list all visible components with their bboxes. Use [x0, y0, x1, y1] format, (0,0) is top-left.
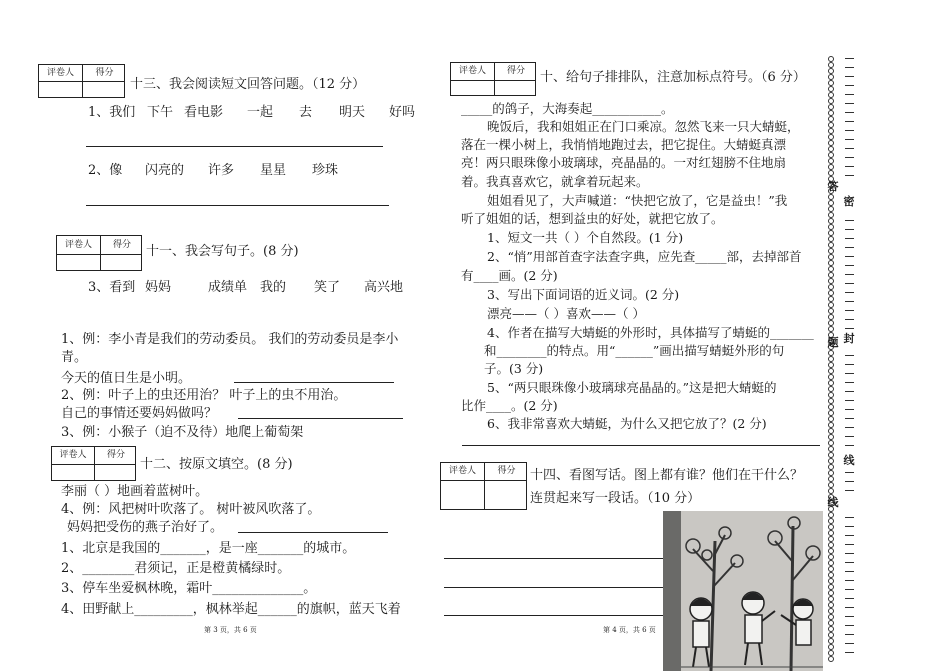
word-order-q3-w6: 高兴地 — [364, 280, 404, 295]
score-label: 得分 — [506, 66, 525, 76]
score-box-10 — [450, 62, 536, 96]
binding-dash — [845, 643, 854, 644]
binding-dash — [845, 535, 854, 536]
reorder-line: _____的鸽子，大海奏起___________。 — [461, 101, 674, 116]
score-box-13 — [38, 64, 125, 98]
fill-3: 3、停车坐爱枫林晚，霜叶______________。 — [61, 581, 317, 596]
question-2-b: 有____画。(2 分) — [461, 268, 558, 283]
binding-ring — [828, 656, 834, 662]
binding-dash — [845, 553, 854, 554]
score-label: 得分 — [95, 68, 114, 78]
grader-label: 评卷人 — [448, 466, 476, 476]
word-order-q3-w2: 妈妈 — [145, 280, 172, 295]
word-order-q2-w4: 星星 — [260, 163, 287, 178]
example-b: 4、例：风把树叶吹落了。 树叶被风吹落了。 — [61, 502, 321, 517]
example-c: 妈妈把受伤的燕子治好了。 — [67, 520, 224, 535]
binding-dash — [845, 121, 854, 122]
binding-dash — [845, 409, 854, 410]
binding-dash — [845, 616, 854, 617]
grader-label: 评卷人 — [46, 68, 74, 78]
binding-dash — [845, 625, 854, 626]
word-order-q1-w7: 好吗 — [389, 105, 416, 120]
word-order-q1-w2: 下午 — [147, 105, 174, 120]
word-order-q1-w1: 1、我们 — [88, 105, 136, 120]
answer-line[interactable] — [86, 146, 383, 147]
margin-char-feng: 封 — [843, 332, 855, 345]
section-12-title: 十二、按原文填空。(8 分) — [140, 457, 293, 472]
binding-dash — [845, 112, 854, 113]
section-11-title: 十一、我会写句子。(8 分) — [146, 244, 299, 259]
binding-dash — [845, 310, 854, 311]
passage-p1-l1: 晚饭后，我和姐姐正在门口乘凉。忽然飞来一只大蜻蜓， — [487, 119, 800, 134]
passage-p1-l4: 着。我真喜欢它，就拿着玩起来。 — [461, 174, 649, 189]
binding-dash — [845, 544, 854, 545]
children-illustration — [663, 511, 823, 671]
answer-line[interactable] — [462, 445, 820, 446]
binding-dash — [845, 139, 854, 140]
binding-dash — [845, 157, 854, 158]
question-3-b: 漂亮——（ ）喜欢——（ ） — [487, 306, 645, 321]
score-label: 得分 — [497, 466, 516, 476]
question-6: 6、我非常喜欢大蜻蜓，为什么又把它放了？(2 分) — [487, 416, 767, 431]
answer-line[interactable] — [234, 382, 394, 383]
question-2-a: 2、“悄”用部首查字法查字典，应先查_____部，去掉部首 — [487, 249, 802, 264]
example-1-line-b: 青。 — [61, 350, 88, 365]
word-order-q2-w2: 闪亮的 — [145, 163, 185, 178]
word-order-q3-w3: 成绩单 — [208, 280, 248, 295]
fill-2: 2、________君须记，正是橙黄橘绿时。 — [61, 561, 291, 576]
margin-char-mi: 密 — [843, 195, 855, 208]
question-1: 1、短文一共（ ）个自然段。(1 分) — [487, 230, 684, 245]
binding-dash — [845, 256, 854, 257]
binding-dash — [845, 148, 854, 149]
binding-dash — [845, 382, 854, 383]
answer-line[interactable] — [238, 532, 388, 533]
binding-dash — [845, 265, 854, 266]
question-4-a: 4、作者在描写大蜻蜓的外形时，具体描写了蜻蜓的_______ — [487, 325, 814, 340]
binding-dash — [845, 103, 854, 104]
binding-dash — [845, 598, 854, 599]
score-box-11 — [56, 235, 142, 271]
binding-dash — [845, 283, 854, 284]
word-order-q2-w5: 珍珠 — [312, 163, 339, 178]
example-3: 3、例：小猴子（迫不及待）地爬上葡萄架 — [61, 425, 304, 440]
word-order-q1-w6: 明天 — [339, 105, 366, 120]
score-box-14 — [440, 462, 527, 510]
passage-p2-l2: 听了姐姐的话，想到益虫的好处，就把它放了。 — [461, 211, 724, 226]
example-2-line-a: 2、例：叶子上的虫还用治？ 叶子上的虫不用治。 — [61, 388, 347, 403]
margin-char-da: 答 — [827, 180, 839, 193]
binding-dash — [845, 571, 854, 572]
binding-dash — [845, 517, 854, 518]
writing-line[interactable] — [444, 558, 664, 559]
score-label: 得分 — [106, 450, 125, 460]
binding-dash — [845, 328, 854, 329]
binding-dash — [845, 634, 854, 635]
fill-1: 1、北京是我国的_______，是一座_______的城市。 — [61, 541, 356, 556]
section-13-title: 十三、我会阅读短文回答问题。（12 分） — [130, 77, 366, 92]
example-1-line-a: 1、例：李小青是我们的劳动委员。 我们的劳动委员是李小 — [61, 332, 399, 347]
binding-dash — [845, 94, 854, 95]
example-a: 李丽（ ）地画着蓝树叶。 — [61, 484, 209, 499]
binding-dash — [845, 445, 854, 446]
score-box-12 — [51, 446, 136, 481]
margin-char-xian-1: 线 — [843, 454, 855, 467]
binding-dash — [845, 58, 854, 59]
question-4-c: 子。(3 分) — [484, 361, 544, 376]
fill-4: 4、田野献上_________，枫林举起______的旗帜，蓝天飞着 — [61, 602, 401, 617]
word-order-q3-w1: 3、看到 — [88, 280, 136, 295]
binding-dash — [845, 427, 854, 428]
page-footer-left: 第 3 页，共 6 页 — [204, 626, 257, 634]
section-10-title: 十、给句子排排队，注意加标点符号。（6 分） — [540, 70, 806, 85]
grader-label: 评卷人 — [59, 450, 87, 460]
binding-dash — [845, 67, 854, 68]
binding-dash — [845, 562, 854, 563]
binding-dash — [845, 76, 854, 77]
children-playing-picture — [663, 511, 823, 671]
binding-dash — [845, 580, 854, 581]
margin-char-xian-2: 线 — [827, 496, 839, 509]
binding-dash — [845, 391, 854, 392]
word-order-q3-w4: 我的 — [260, 280, 287, 295]
question-5-a: 5、“两只眼珠像小玻璃球亮晶晶的。”这是把大蜻蜓的 — [487, 380, 777, 395]
question-3: 3、写出下面词语的近义词。(2 分) — [487, 287, 680, 302]
section-14-subtitle: 连贯起来写一段话。（10 分） — [530, 491, 701, 506]
binding-dash — [845, 436, 854, 437]
word-order-q1-w4: 一起 — [247, 105, 274, 120]
word-order-q2-w3: 许多 — [208, 163, 235, 178]
binding-dash — [845, 364, 854, 365]
word-order-q1-w3: 看电影 — [184, 105, 224, 120]
binding-dash — [845, 175, 854, 176]
question-5-b: 比作____。(2 分) — [461, 398, 558, 413]
writing-line[interactable] — [444, 587, 664, 588]
word-order-q2-w1: 2、像 — [88, 163, 123, 178]
binding-dash — [845, 481, 854, 482]
passage-p1-l2: 落在一棵小树上，我悄悄地跑过去，把它捉住。大蜻蜓真漂 — [461, 137, 787, 152]
binding-dash — [845, 85, 854, 86]
writing-line[interactable] — [444, 615, 664, 616]
margin-char-ti: 题 — [827, 336, 839, 349]
binding-dash — [845, 589, 854, 590]
binding-dash — [845, 247, 854, 248]
binding-dash — [845, 490, 854, 491]
binding-dash — [845, 418, 854, 419]
binding-dash — [845, 400, 854, 401]
binding-dash — [845, 607, 854, 608]
binding-dash — [845, 355, 854, 356]
question-4-b: 和________的特点。用“______”画出描写蜻蜓外形的句 — [484, 343, 785, 358]
binding-dash — [845, 229, 854, 230]
example-1-line-c: 今天的值日生是小明。 — [61, 371, 192, 386]
passage-p2-l1: 姐姐看见了，大声喊道：“快把它放了，它是益虫！”我 — [487, 193, 788, 208]
section-14-title: 十四、看图写话。图上都有谁？他们在干什么？ — [530, 468, 804, 483]
answer-line[interactable] — [86, 205, 389, 206]
passage-p1-l3: 亮！两只眼珠像小玻璃球，亮晶晶的。一对红翅膀不住地扇 — [461, 155, 787, 170]
binding-dash — [845, 292, 854, 293]
word-order-q3-w5: 笑了 — [314, 280, 341, 295]
page-footer-right: 第 4 页，共 6 页 — [603, 626, 656, 634]
binding-dash — [845, 373, 854, 374]
binding-dash — [845, 319, 854, 320]
example-2-line-b: 自己的事情还要妈妈做吗？ — [61, 406, 218, 421]
binding-dash — [845, 652, 854, 653]
binding-dash — [845, 238, 854, 239]
binding-dash — [845, 220, 854, 221]
score-label: 得分 — [112, 240, 131, 250]
binding-dash — [845, 166, 854, 167]
binding-dash — [845, 130, 854, 131]
grader-label: 评卷人 — [458, 66, 486, 76]
binding-dash — [845, 526, 854, 527]
binding-dash — [845, 301, 854, 302]
answer-line[interactable] — [238, 418, 403, 419]
binding-dash — [845, 472, 854, 473]
binding-dash — [845, 274, 854, 275]
grader-label: 评卷人 — [64, 240, 92, 250]
word-order-q1-w5: 去 — [299, 105, 313, 120]
